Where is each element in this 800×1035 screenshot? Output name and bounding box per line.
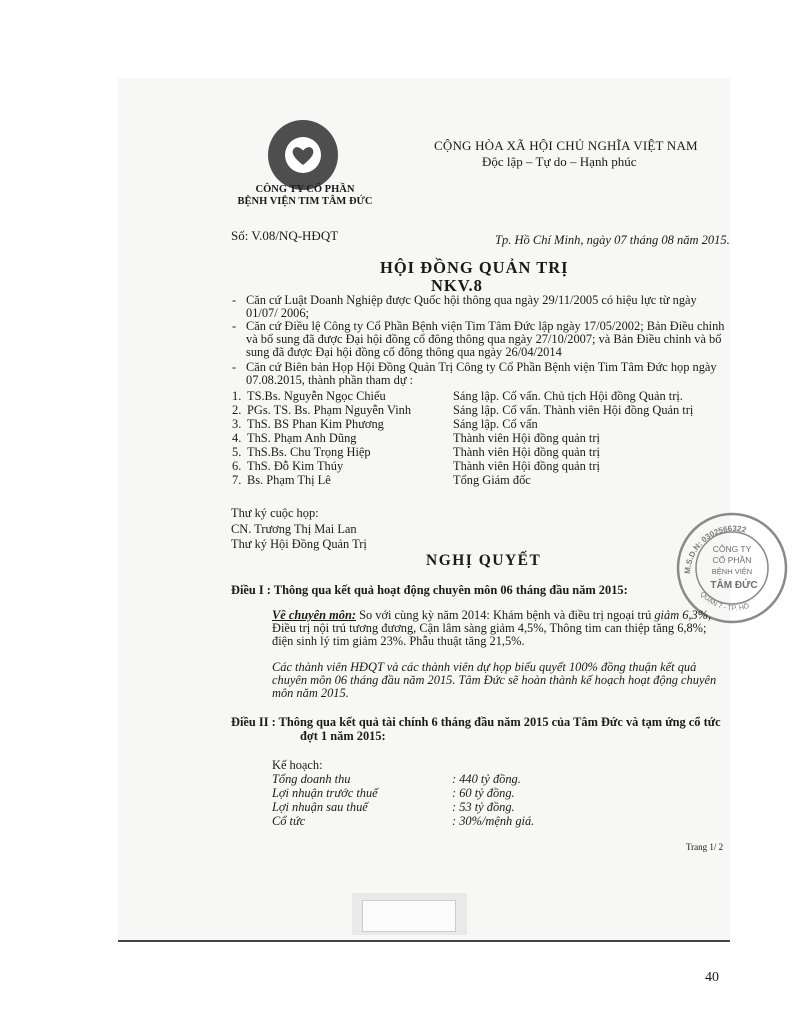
stamp-line1: CÔNG TY: [712, 544, 752, 554]
plan-item-label: Lợi nhuận sau thuế: [272, 800, 368, 814]
article-2-heading-1: Điều II : Thông qua kết quả tài chính 6 tháng đầu năm 2015 của Tâm Đức và tạm ứng cổ tức: [231, 715, 721, 729]
member-name: ThS. Đỗ Kim Thúy: [247, 459, 344, 473]
member-num: 5.: [232, 445, 242, 459]
member-role: Thành viên Hội đồng quản trị: [453, 459, 600, 473]
basis-3: Căn cứ Biên bản Họp Hội Đồng Quản Trị Công ty Cổ Phần Bệnh viện Tim Tâm Đức họp ngày 07.08.2015, thành phần tham dự :: [246, 360, 717, 387]
plan-item-value: : 53 tỷ đồng.: [452, 800, 515, 814]
member-role: Sáng lập. Cố vấn. Chủ tịch Hội đồng Quản trị.: [453, 389, 683, 403]
basis-2: Căn cứ Điều lệ Công ty Cổ Phần Bệnh viện Tim Tâm Đức lập ngày 17/05/2002; Bản Điều chỉnh và bổ sung đã được Đại hội đồng cổ đông thông qua ngày 27/10/2007; và Bản Điều chỉnh và bổ sung đã được Đại hội đồng cổ đông thông qua ngày 26/04/2014: [246, 319, 725, 359]
secretary-title: Thư ký Hội Đồng Quản Trị: [231, 537, 367, 551]
member-name: PGs. TS. Bs. Phạm Nguyễn Vinh: [247, 403, 412, 417]
member-num: 2.: [232, 403, 242, 417]
member-role: Thành viên Hội đồng quản trị: [453, 445, 600, 459]
plan-item-label: Cổ tức: [272, 814, 306, 828]
article-2-heading-2: đợt 1 năm 2015:: [300, 729, 386, 743]
page-label: Trang 1/ 2: [686, 842, 724, 852]
member-name: ThS.Bs. Chu Trọng Hiệp: [247, 445, 371, 459]
document-date: Tp. Hồ Chí Minh, ngày 07 tháng 08 năm 2015.: [495, 233, 730, 247]
member-num: 3.: [232, 417, 242, 431]
document-number: Số: V.08/NQ-HĐQT: [231, 228, 339, 243]
heart-logo-icon: [268, 120, 338, 190]
plan-label: Kế hoạch:: [272, 758, 323, 772]
company-line1: CÔNG TY CỔ PHẦN: [255, 184, 355, 195]
member-role: Sáng lập. Cố vấn: [453, 417, 538, 431]
professional-label: Về chuyên môn:: [272, 608, 356, 622]
scanned-page: [118, 78, 730, 940]
nation-header: CỘNG HÒA XÃ HỘI CHỦ NGHĨA VIỆT NAM: [434, 138, 698, 153]
professional-text-c: Điều trị nội trú tương đương, Cận lâm sàng giảm 4,5%, Thông tim can thiệp tăng 6,8%; điện sinh lý tim giảm 23%. Phẫu thuật tăng 21,5%.: [272, 621, 707, 648]
company-line2: BỆNH VIỆN TIM TÂM ĐỨC: [237, 196, 373, 207]
member-name: Bs. Phạm Thị Lê: [247, 473, 331, 487]
article-1-professional: [272, 609, 727, 648]
article-1-heading: Điều I : Thông qua kết quả hoạt động chuyên môn 06 tháng đầu năm 2015:: [231, 583, 628, 597]
article-1-vote: Các thành viên HĐQT và các thành viên dự họp biểu quyết 100% đồng thuận kết quả chuyên môn 06 tháng đầu năm 2015. Tâm Đức sẽ hoàn thành kế hoạch hoạt động chuyên môn năm 2015.: [272, 660, 717, 700]
plan-item-label: Tổng doanh thu: [272, 772, 351, 786]
member-num: 7.: [232, 473, 242, 487]
board-code: NKV.8: [431, 276, 483, 295]
member-num: 6.: [232, 459, 242, 473]
member-name: ThS. BS Phan Kim Phương: [247, 417, 384, 431]
page-number: 40: [705, 970, 719, 985]
member-num: 4.: [232, 431, 242, 445]
plan-item-value: : 60 tỷ đồng.: [452, 786, 515, 800]
professional-text-b: giảm 6,3%,: [654, 608, 712, 622]
bullet-dash: -: [232, 360, 237, 374]
member-role: Tổng Giám đốc: [453, 473, 531, 487]
stamp-line2: CỔ PHẦN: [712, 555, 752, 565]
member-num: 1.: [232, 389, 242, 403]
secretary-label: Thư ký cuộc họp:: [231, 506, 319, 520]
member-role: Sáng lập. Cố vấn. Thành viên Hội đồng Quản trị: [453, 403, 694, 417]
stamp-outer-text: M.S.D.N: 0302566322: [682, 524, 748, 575]
scan-binding-artifact-inner: [362, 900, 456, 932]
plan-item-value: : 440 tỷ đồng.: [452, 772, 521, 786]
stamp-bottom-text: QUẬN 7 - TP. HỒ: [698, 590, 751, 613]
scan-bottom-edge: [118, 940, 730, 942]
stamp-line4: TÂM ĐỨC: [710, 580, 758, 591]
bullet-dash: -: [232, 293, 237, 307]
board-title: HỘI ĐỒNG QUẢN TRỊ: [380, 258, 569, 277]
plan-item-label: Lợi nhuận trước thuế: [272, 786, 378, 800]
company-name: [230, 184, 380, 208]
member-name: ThS. Phạm Anh Dũng: [247, 431, 357, 445]
basis-1: Căn cứ Luật Doanh Nghiệp được Quốc hội thông qua ngày 29/11/2005 có hiệu lực từ ngày 01/07/ 2006;: [246, 293, 697, 320]
member-role: Thành viên Hội đồng quản trị: [453, 431, 600, 445]
resolution-title: NGHỊ QUYẾT: [426, 552, 542, 569]
secretary-name: CN. Trương Thị Mai Lan: [231, 522, 357, 536]
member-name: TS.Bs. Nguyễn Ngọc Chiếu: [247, 389, 386, 403]
professional-text-a: So với cùng kỳ năm 2014: Khám bệnh và điều trị ngoại trú: [355, 608, 655, 622]
bullet-dash: -: [232, 319, 237, 333]
stamp-line3: BỆNH VIỆN: [711, 567, 753, 576]
plan-item-value: : 30%/mệnh giá.: [452, 814, 535, 828]
motto: Độc lập – Tự do – Hạnh phúc: [482, 154, 637, 169]
